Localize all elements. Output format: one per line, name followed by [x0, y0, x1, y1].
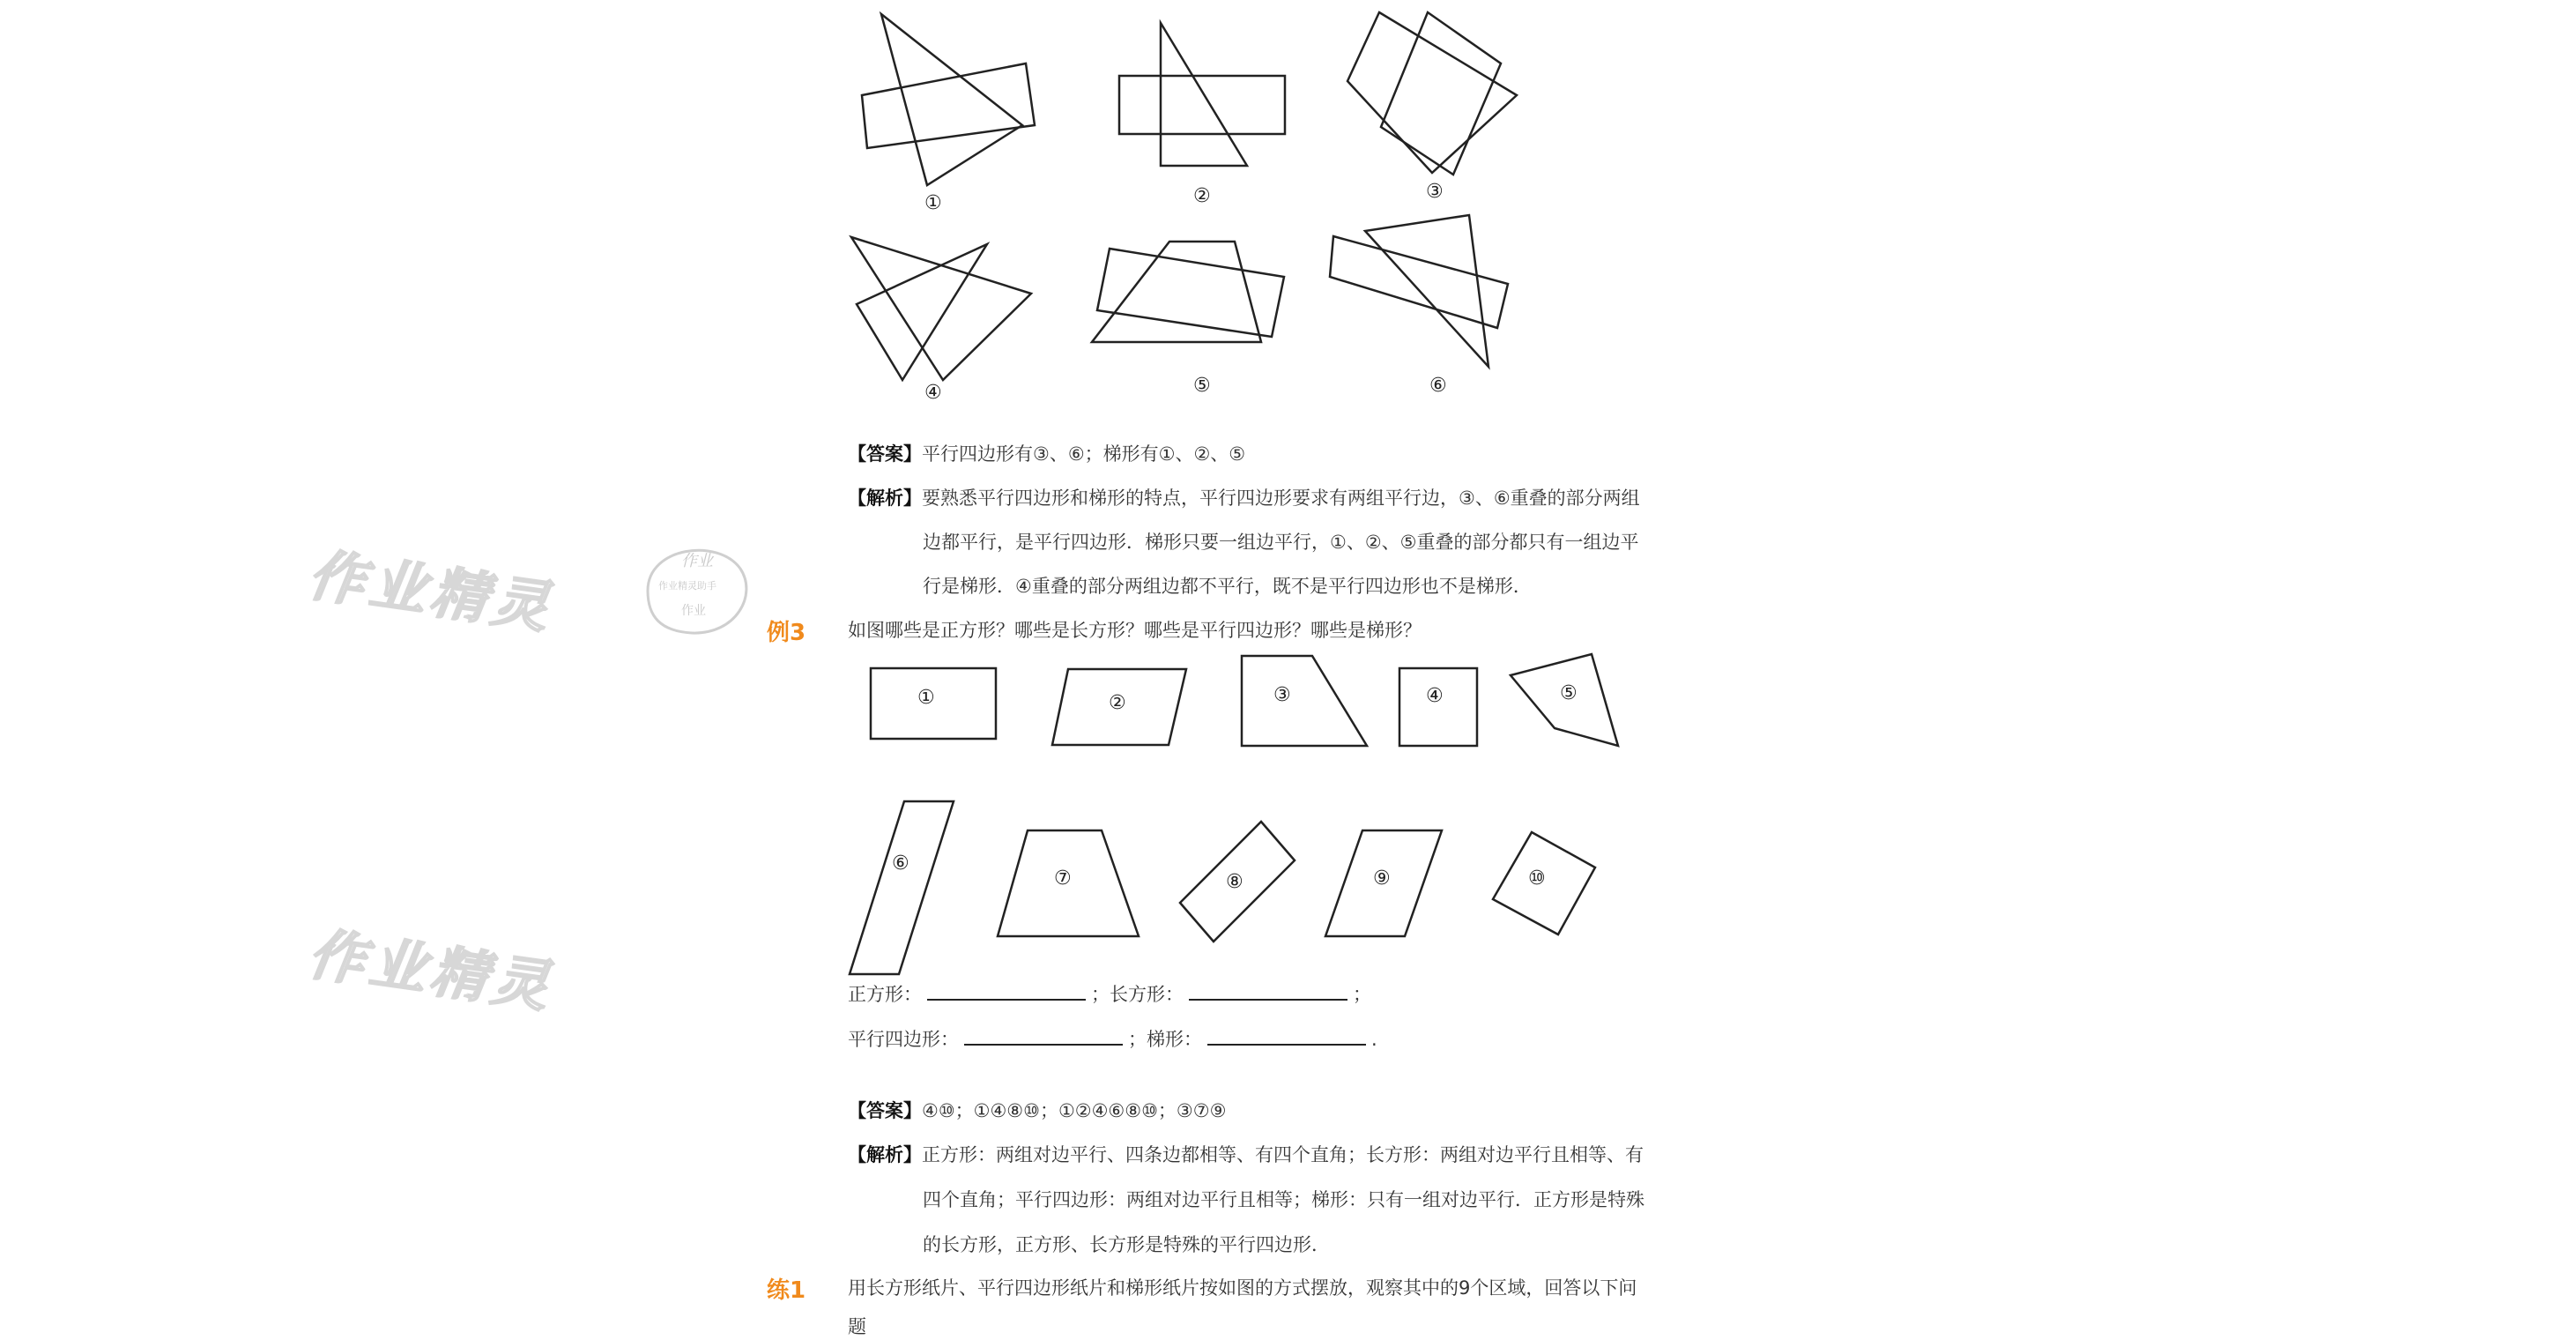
analysis-1-tag: 【解析】: [848, 488, 922, 509]
practice-1-question-line-2: 题: [848, 1316, 866, 1337]
figure-1-label: ①: [924, 192, 942, 214]
fill-rect-label: 长方形：: [1110, 984, 1184, 1005]
answer-2: [848, 1098, 1226, 1124]
shape-6-label: ⑥: [892, 852, 909, 875]
fill-sep-1: ；: [1091, 984, 1110, 1005]
figure-4-label: ④: [924, 382, 942, 404]
fill-sep-2: ；: [1353, 984, 1371, 1005]
shape-5: [1507, 651, 1622, 756]
shape-1: [868, 666, 1000, 748]
shape-9: [1322, 827, 1445, 945]
figure-2: [1115, 18, 1291, 180]
watermark-text-2: 作业精灵: [304, 921, 558, 1022]
analysis-1-line-3: 行是梯形．④重叠的部分两组边都不平行，既不是平行四边形也不是梯形．: [923, 576, 1532, 597]
fill-rect-blank[interactable]: [1189, 983, 1347, 1001]
shape-8: [1177, 818, 1300, 949]
figure-6: [1326, 212, 1511, 383]
example-3-label: 例3: [767, 620, 806, 646]
fill-para-blank[interactable]: [964, 1028, 1123, 1046]
shape-2-label: ②: [1109, 692, 1126, 714]
shape-1-label: ①: [917, 687, 935, 709]
answer-1-text: 平行四边形有③、⑥；梯形有①、②、⑤: [922, 443, 1246, 465]
figure-5-label: ⑤: [1193, 375, 1211, 397]
analysis-2-line-2: 四个直角；平行四边形：两组对边平行且相等；梯形：只有一组对边平行．正方形是特殊: [923, 1189, 1644, 1210]
fill-sep-3: ；: [1128, 1029, 1147, 1050]
shape-2: [1049, 666, 1190, 753]
seal-text-2: 作业精灵助手: [658, 580, 716, 592]
seal-text-1: 作业: [681, 552, 713, 570]
analysis-2: [848, 1142, 1644, 1168]
figure-6-label: ⑥: [1429, 375, 1447, 397]
analysis-2-line-3: 的长方形，正方形、长方形是特殊的平行四边形．: [923, 1234, 1330, 1255]
answer-1: [848, 441, 1245, 467]
figure-2-label: ②: [1193, 185, 1211, 207]
watermark-seal: [630, 529, 762, 644]
analysis-2-line-1: 正方形：两组对边平行、四条边都相等、有四个直角；长方形：两组对边平行且相等、有: [922, 1144, 1644, 1165]
figure-4: [846, 234, 1040, 387]
shape-3-label: ③: [1273, 684, 1291, 706]
shape-10-label: ⑩: [1528, 867, 1546, 890]
shape-7-label: ⑦: [1054, 867, 1072, 890]
shape-5-label: ⑤: [1560, 682, 1578, 704]
answer-1-tag: 【答案】: [848, 443, 922, 465]
shape-3: [1238, 652, 1370, 753]
shape-4: [1397, 666, 1481, 753]
analysis-1: [848, 485, 1640, 511]
fill-line-2: [848, 1026, 1377, 1053]
practice-1-label: 练1: [767, 1277, 806, 1304]
fill-end: .: [1371, 1029, 1377, 1050]
fill-trap-blank[interactable]: [1207, 1028, 1366, 1046]
shape-10: [1489, 829, 1600, 942]
figure-3: [1344, 9, 1520, 189]
figure-5: [1088, 238, 1300, 356]
fill-square-blank[interactable]: [927, 983, 1086, 1001]
figure-1: [846, 9, 1040, 224]
figure-3-label: ③: [1426, 181, 1444, 203]
shape-8-label: ⑧: [1226, 871, 1243, 893]
answer-2-tag: 【答案】: [848, 1100, 922, 1121]
answer-2-text: ④⑩；①④⑧⑩；①②④⑥⑧⑩；③⑦⑨: [922, 1100, 1227, 1121]
analysis-1-line-1: 要熟悉平行四边形和梯形的特点，平行四边形要求有两组平行边，③、⑥重叠的部分两组: [922, 488, 1640, 509]
fill-trap-label: 梯形：: [1147, 1029, 1202, 1050]
shape-7: [994, 827, 1144, 945]
practice-1-question-line-1: 用长方形纸片、平行四边形纸片和梯形纸片按如图的方式摆放，观察其中的9个区域，回答以下问: [848, 1277, 1637, 1299]
fill-square-label: 正方形：: [848, 984, 922, 1005]
analysis-1-line-2: 边都平行，是平行四边形．梯形只要一组边平行，①、②、⑤重叠的部分都只有一组边平: [923, 532, 1639, 553]
watermark-text-1: 作业精灵: [304, 542, 558, 643]
seal-text-3: 作业: [681, 604, 706, 618]
analysis-2-tag: 【解析】: [848, 1144, 922, 1165]
shape-4-label: ④: [1426, 685, 1444, 707]
shape-9-label: ⑨: [1373, 867, 1391, 890]
example-3-question: 如图哪些是正方形？哪些是长方形？哪些是平行四边形？哪些是梯形？: [848, 620, 1422, 641]
shape-6: [846, 798, 961, 982]
fill-line-1: [848, 981, 1371, 1008]
fill-para-label: 平行四边形：: [848, 1029, 959, 1050]
